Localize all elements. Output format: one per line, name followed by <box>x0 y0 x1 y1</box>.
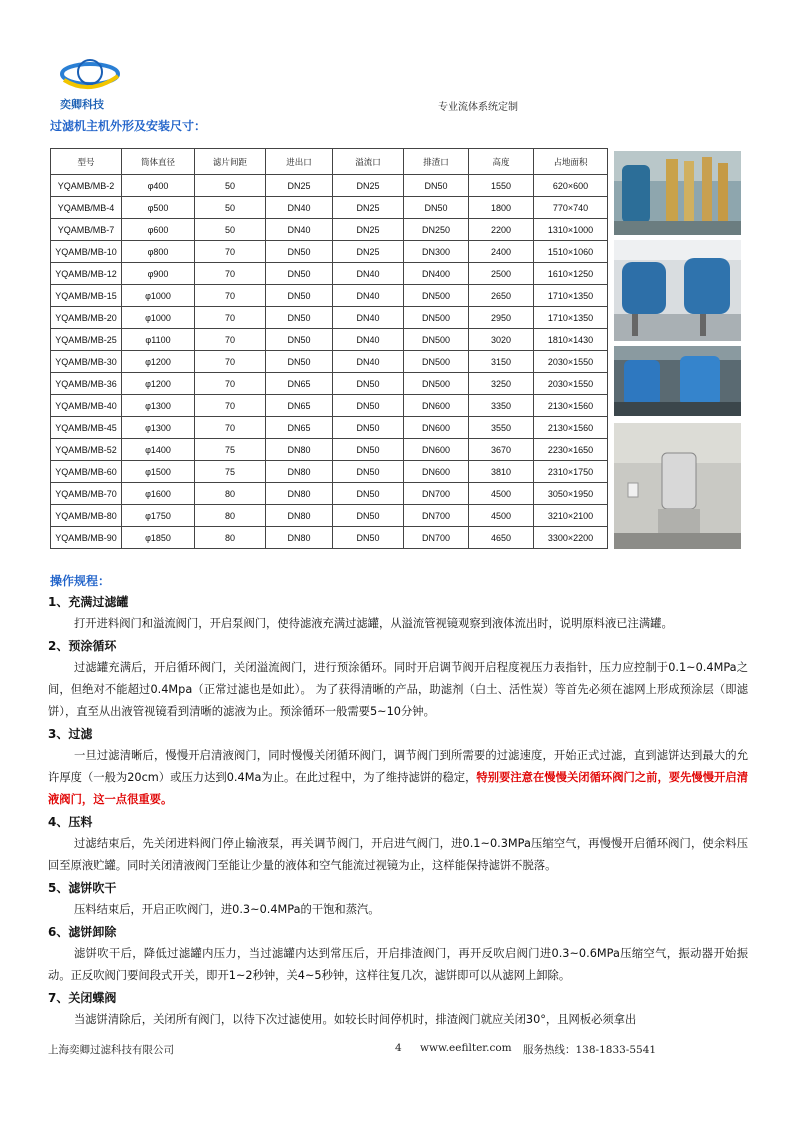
table-cell: DN50 <box>333 461 404 483</box>
table-cell: DN80 <box>266 461 333 483</box>
column-header: 型号 <box>51 149 122 175</box>
table-cell: DN50 <box>333 417 404 439</box>
table-cell: 1810×1430 <box>534 329 608 351</box>
table-cell: DN50 <box>266 241 333 263</box>
table-cell: YQAMB/MB-20 <box>51 307 122 329</box>
table-cell: YQAMB/MB-15 <box>51 285 122 307</box>
table-cell: φ900 <box>122 263 195 285</box>
table-cell: 3250 <box>469 373 534 395</box>
table-cell: YQAMB/MB-90 <box>51 527 122 549</box>
section-title-operation: 操作规程： <box>50 574 111 588</box>
table-cell: 2200 <box>469 219 534 241</box>
table-cell: DN40 <box>333 263 404 285</box>
table-cell: DN700 <box>404 527 469 549</box>
table-cell: 70 <box>195 329 266 351</box>
table-cell: 3050×1950 <box>534 483 608 505</box>
table-cell: DN500 <box>404 351 469 373</box>
table-cell: 4500 <box>469 483 534 505</box>
table-cell: 1510×1060 <box>534 241 608 263</box>
table-cell: YQAMB/MB-10 <box>51 241 122 263</box>
step-3-heading: 3、过滤 <box>48 727 93 741</box>
table-cell: 1550 <box>469 175 534 197</box>
table-cell: 80 <box>195 527 266 549</box>
table-cell: 3670 <box>469 439 534 461</box>
table-cell: DN600 <box>404 461 469 483</box>
step-3-text <box>48 745 748 811</box>
table-cell: DN65 <box>266 417 333 439</box>
table-row <box>51 483 608 505</box>
table-cell: φ500 <box>122 197 195 219</box>
table-cell: φ1600 <box>122 483 195 505</box>
table-cell: DN50 <box>333 439 404 461</box>
table-cell: φ1200 <box>122 373 195 395</box>
table-cell: 3210×2100 <box>534 505 608 527</box>
table-cell: YQAMB/MB-52 <box>51 439 122 461</box>
footer-page-number: 4 <box>395 1042 402 1054</box>
table-cell: 80 <box>195 483 266 505</box>
column-header: 排渣口 <box>404 149 469 175</box>
operation-steps <box>48 591 748 1031</box>
table-cell: 2030×1550 <box>534 373 608 395</box>
table-cell: φ1300 <box>122 395 195 417</box>
table-cell: 70 <box>195 373 266 395</box>
header-tagline: 专业流体系统定制 <box>438 102 518 113</box>
step-5-heading: 5、滤饼吹干 <box>48 881 117 895</box>
table-cell: DN50 <box>333 505 404 527</box>
table-cell: DN40 <box>266 219 333 241</box>
table-cell: 70 <box>195 263 266 285</box>
table-cell: 70 <box>195 307 266 329</box>
step-2-text: 过滤罐充满后，开启循环阀门，关闭溢流阀门，进行预涂循环。同时开启调节阀开启程度视压力表指针，压力应控制于0.1~0.4MPa之间，但绝对不能超过0.4Mpa（正常过滤也是如此）。 为了获得清晰的产品，助滤剂（白土、活性炭）等首先必须在滤网上形成预涂层（即滤饼），直至从出液管视镜看到清晰的滤液为止。预涂循环一般需要5~10分钟。 <box>48 661 748 718</box>
table-cell: DN80 <box>266 483 333 505</box>
column-header: 高度 <box>469 149 534 175</box>
table-cell: DN65 <box>266 373 333 395</box>
table-cell: φ1400 <box>122 439 195 461</box>
table-cell: YQAMB/MB-80 <box>51 505 122 527</box>
table-cell: DN50 <box>266 285 333 307</box>
table-cell: DN600 <box>404 417 469 439</box>
table-cell: 75 <box>195 461 266 483</box>
step-3-text-main: 一旦过滤清晰后，慢慢开启清液阀门，同时慢慢关闭循环阀门，调节阀门到所需要的过滤速度，开始正式过滤，直到滤饼达到最大的允许厚度（一般为20cm）或压力达到0.4Ma为止。在此过程中，为了维持滤饼的稳定， <box>48 749 748 784</box>
footer-website[interactable]: www.eefilter.com <box>420 1042 512 1054</box>
table-cell: 70 <box>195 351 266 373</box>
table-cell: 50 <box>195 197 266 219</box>
column-header: 占地面积 <box>534 149 608 175</box>
table-cell: DN500 <box>404 373 469 395</box>
table-row <box>51 373 608 395</box>
table-cell: YQAMB/MB-36 <box>51 373 122 395</box>
table-cell: YQAMB/MB-25 <box>51 329 122 351</box>
table-row <box>51 505 608 527</box>
table-cell: 2130×1560 <box>534 417 608 439</box>
section-title-dimensions: 过滤机主机外形及安装尺寸： <box>50 119 207 133</box>
step-4-heading: 4、压料 <box>48 815 93 829</box>
spec-table <box>50 148 608 549</box>
table-header-row <box>51 149 608 175</box>
table-cell: YQAMB/MB-70 <box>51 483 122 505</box>
table-cell: YQAMB/MB-45 <box>51 417 122 439</box>
table-cell: DN50 <box>333 527 404 549</box>
table-cell: DN50 <box>266 329 333 351</box>
table-row <box>51 395 608 417</box>
table-cell: 3350 <box>469 395 534 417</box>
column-header: 溢流口 <box>333 149 404 175</box>
table-cell: YQAMB/MB-12 <box>51 263 122 285</box>
table-cell: φ1200 <box>122 351 195 373</box>
table-cell: 3810 <box>469 461 534 483</box>
table-cell: DN50 <box>266 351 333 373</box>
table-cell: DN700 <box>404 483 469 505</box>
table-row <box>51 461 608 483</box>
table-row <box>51 307 608 329</box>
table-cell: 70 <box>195 417 266 439</box>
table-cell: 3550 <box>469 417 534 439</box>
footer-hotline: 服务热线：138-1833-5541 <box>523 1044 657 1056</box>
table-cell: 2030×1550 <box>534 351 608 373</box>
table-cell: 70 <box>195 285 266 307</box>
step-3-warning: 特别要注意在慢慢关闭循环阀门之前，要先慢慢开启清液阀门，这一点很重要。 <box>48 771 748 806</box>
step-7-heading: 7、关闭蝶阀 <box>48 991 117 1005</box>
table-cell: 1610×1250 <box>534 263 608 285</box>
table-cell: DN500 <box>404 285 469 307</box>
step-4-text: 过滤结束后，先关闭进料阀门停止输液泵，再关调节阀门，开启进气阀门，进0.1~0.3MPa压缩空气，再慢慢开启循环阀门，使余料压回至原液贮罐。同时关闭清液阀门至能让少量的液体和空气能流过视镜为止，这样能保持滤饼不脱落。 <box>48 837 748 872</box>
table-cell: 50 <box>195 219 266 241</box>
table-cell: YQAMB/MB-7 <box>51 219 122 241</box>
table-cell: φ800 <box>122 241 195 263</box>
table-cell: 3020 <box>469 329 534 351</box>
table-cell: 4650 <box>469 527 534 549</box>
equipment-photo-4 <box>614 423 741 549</box>
table-cell: 70 <box>195 241 266 263</box>
table-row <box>51 417 608 439</box>
step-1-heading: 1、充满过滤罐 <box>48 595 129 609</box>
step-5-text: 压料结束后，开启正吹阀门，进0.3~0.4MPa的干饱和蒸汽。 <box>74 903 380 916</box>
table-cell: φ400 <box>122 175 195 197</box>
table-cell: φ1500 <box>122 461 195 483</box>
table-cell: φ1300 <box>122 417 195 439</box>
table-cell: 620×600 <box>534 175 608 197</box>
table-cell: φ1100 <box>122 329 195 351</box>
table-cell: φ600 <box>122 219 195 241</box>
table-cell: DN25 <box>333 175 404 197</box>
table-cell: 3150 <box>469 351 534 373</box>
table-row <box>51 351 608 373</box>
table-cell: DN40 <box>266 197 333 219</box>
step-6-heading: 6、滤饼卸除 <box>48 925 117 939</box>
table-cell: DN50 <box>266 263 333 285</box>
table-body <box>51 175 608 549</box>
table-cell: 2650 <box>469 285 534 307</box>
table-cell: DN25 <box>333 219 404 241</box>
table-cell: DN700 <box>404 505 469 527</box>
table-cell: 75 <box>195 439 266 461</box>
table-cell: 2310×1750 <box>534 461 608 483</box>
table-cell: YQAMB/MB-2 <box>51 175 122 197</box>
table-cell: DN80 <box>266 527 333 549</box>
table-row <box>51 439 608 461</box>
table-cell: φ1850 <box>122 527 195 549</box>
equipment-photo-3 <box>614 346 741 416</box>
column-header: 筒体直径 <box>122 149 195 175</box>
footer-company: 上海奕卿过滤科技有限公司 <box>48 1044 174 1056</box>
table-cell: 2500 <box>469 263 534 285</box>
table-cell: DN25 <box>333 241 404 263</box>
table-cell: DN600 <box>404 395 469 417</box>
table-row <box>51 285 608 307</box>
table-cell: 50 <box>195 175 266 197</box>
table-cell: 80 <box>195 505 266 527</box>
table-row <box>51 219 608 241</box>
table-cell: 1310×1000 <box>534 219 608 241</box>
table-cell: DN40 <box>333 329 404 351</box>
table-cell: 2400 <box>469 241 534 263</box>
table-cell: YQAMB/MB-60 <box>51 461 122 483</box>
step-1-text: 打开进料阀门和溢流阀门，开启泵阀门，使待滤液充满过滤罐，从溢流管视镜观察到液体流出时，说明原料液已注满罐。 <box>74 617 673 630</box>
table-cell: φ1750 <box>122 505 195 527</box>
table-cell: DN65 <box>266 395 333 417</box>
table-cell: YQAMB/MB-30 <box>51 351 122 373</box>
table-cell: φ1000 <box>122 285 195 307</box>
table-cell: 2230×1650 <box>534 439 608 461</box>
column-header: 滤片间距 <box>195 149 266 175</box>
table-cell: DN80 <box>266 439 333 461</box>
step-7-text: 当滤饼清除后，关闭所有阀门，以待下次过滤使用。如较长时间停机时，排渣阀门就应关闭30°，且网板必须拿出 <box>74 1013 637 1026</box>
table-cell: 70 <box>195 395 266 417</box>
table-cell: DN500 <box>404 329 469 351</box>
table-cell: DN40 <box>333 307 404 329</box>
table-cell: DN40 <box>333 285 404 307</box>
table-cell: 3300×2200 <box>534 527 608 549</box>
table-cell: DN25 <box>266 175 333 197</box>
table-row <box>51 197 608 219</box>
step-2-heading: 2、预涂循环 <box>48 639 117 653</box>
table-cell: DN300 <box>404 241 469 263</box>
table-cell: 1800 <box>469 197 534 219</box>
table-cell: 2130×1560 <box>534 395 608 417</box>
table-cell: DN50 <box>333 395 404 417</box>
table-row <box>51 241 608 263</box>
table-cell: DN400 <box>404 263 469 285</box>
table-cell: DN50 <box>404 197 469 219</box>
column-header: 进出口 <box>266 149 333 175</box>
step-6-text: 滤饼吹干后，降低过滤罐内压力，当过滤罐内达到常压后，开启排渣阀门，再开反吹启阀门进0.3~0.6MPa压缩空气，振动器开始振动。正反吹阀门要间段式开关，即开1~2秒钟，关4~5秒钟，这样往复几次，滤饼即可以从滤网上卸除。 <box>48 947 748 982</box>
table-cell: 1710×1350 <box>534 307 608 329</box>
table-cell: DN250 <box>404 219 469 241</box>
logo-text: 奕卿科技 <box>60 98 104 111</box>
table-cell: DN500 <box>404 307 469 329</box>
table-cell: DN600 <box>404 439 469 461</box>
table-row <box>51 263 608 285</box>
table-cell: 4500 <box>469 505 534 527</box>
equipment-photo-2 <box>614 240 741 341</box>
table-cell: 770×740 <box>534 197 608 219</box>
table-cell: DN50 <box>404 175 469 197</box>
table-cell: YQAMB/MB-40 <box>51 395 122 417</box>
table-cell: YQAMB/MB-4 <box>51 197 122 219</box>
table-cell: 1710×1350 <box>534 285 608 307</box>
table-cell: DN80 <box>266 505 333 527</box>
equipment-photo-1 <box>614 151 741 235</box>
table-row <box>51 527 608 549</box>
table-cell: DN50 <box>333 483 404 505</box>
table-cell: 2950 <box>469 307 534 329</box>
table-cell: DN25 <box>333 197 404 219</box>
table-cell: DN50 <box>266 307 333 329</box>
table-cell: DN50 <box>333 373 404 395</box>
table-cell: DN40 <box>333 351 404 373</box>
table-row <box>51 329 608 351</box>
table-cell: φ1000 <box>122 307 195 329</box>
table-row <box>51 175 608 197</box>
